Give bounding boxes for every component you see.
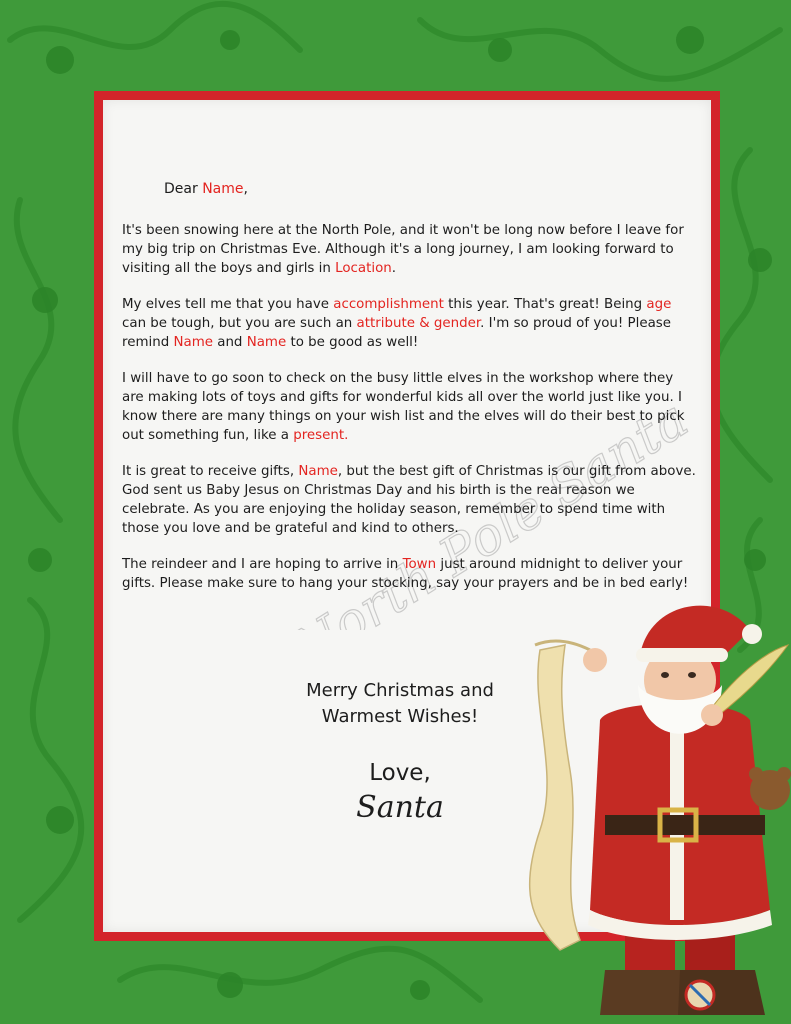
placeholder-name: Name	[298, 464, 338, 479]
paragraph-2: My elves tell me that you have accomplishment this year. That's great! Being age can be tough, but you are such an attribute & gender. I'm so proud of you! Please remind Name and Name to be good as well!	[122, 297, 672, 350]
closing-line-2: Warmest Wishes!	[321, 706, 479, 727]
placeholder-town: Town	[402, 557, 437, 572]
santa-signature: Santa	[356, 790, 444, 825]
placeholder-name: Name	[202, 181, 244, 197]
greeting: Dear Name,	[164, 181, 248, 197]
placeholder-attribute-gender: attribute & gender	[356, 316, 481, 331]
love-text: Love,	[369, 760, 431, 786]
letter-body	[122, 180, 697, 610]
placeholder-name: Name	[173, 335, 213, 350]
closing-line-1: Merry Christmas and	[306, 680, 494, 701]
placeholder-present: present.	[293, 428, 349, 443]
paragraph-1: It's been snowing here at the North Pole, and it won't be long now before I leave for my big trip on Christmas Eve. Although it's a long journey, I am looking forward to visiting all the boys and girls in Location.	[122, 223, 684, 276]
paragraph-4: It is great to receive gifts, Name, but the best gift of Christmas is our gift from above. God sent us Baby Jesus on Christmas Day and his birth is the real reason we celebrate. As you are enjoying the holiday season, remember to spend time with those you love and be grateful and kind to others.	[122, 464, 696, 536]
placeholder-name: Name	[246, 335, 287, 350]
paragraph-3: I will have to go soon to check on the busy little elves in the workshop where they are making lots of toys and gifts for wonderful kids all over the world just like you. I know there are many things on your wish list and the elves will do their best to pick out something fun, like a present.	[122, 371, 685, 443]
closing	[250, 678, 550, 730]
placeholder-location: Location	[335, 261, 392, 276]
santa-illustration	[520, 590, 791, 1024]
placeholder-age: age	[646, 297, 672, 312]
paragraph-5: The reindeer and I are hoping to arrive in Town just around midnight to deliver your gifts. Please make sure to hang your stocking, say your prayers and be in bed early!	[122, 557, 689, 591]
placeholder-accomplishment: accomplishment	[333, 297, 444, 312]
signoff	[300, 758, 500, 828]
